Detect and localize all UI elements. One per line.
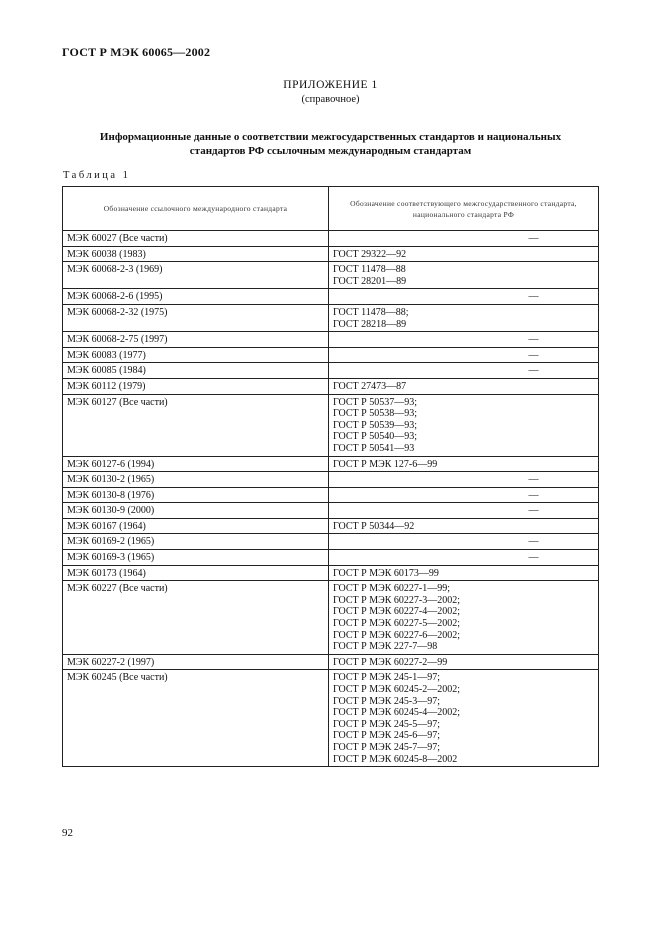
- no-equivalent-dash: —: [528, 365, 539, 377]
- standard-designation: ГОСТ Р 50537—93;: [333, 396, 417, 408]
- reference-standard-cell: МЭК 60068-2-32 (1975): [63, 304, 329, 331]
- page-number: 92: [62, 827, 73, 839]
- standard-designation: ГОСТ Р 50540—93;: [333, 431, 417, 443]
- standard-designation: ГОСТ Р 50541—93: [333, 442, 415, 454]
- table-header-row: [63, 187, 599, 231]
- table-row: [63, 304, 599, 331]
- standard-designation: ГОСТ Р МЭК 245-5—97;: [333, 718, 440, 730]
- corresponding-standard-cell: [329, 378, 599, 394]
- table-row: [63, 332, 599, 348]
- info-title-line-2: стандартов РФ ссылочным международным стандартам: [189, 144, 472, 157]
- corresponding-standard-cell: [329, 262, 599, 289]
- reference-standard-cell: МЭК 60083 (1977): [63, 347, 329, 363]
- table-row: [63, 347, 599, 363]
- standard-designation: ГОСТ Р МЭК 60227-1—99;: [333, 583, 450, 595]
- standard-designation: ГОСТ Р МЭК 60227-2—99: [333, 656, 448, 668]
- corresponding-standard-cell: [329, 487, 599, 503]
- no-equivalent-dash: —: [528, 474, 539, 486]
- no-equivalent-dash: —: [528, 334, 539, 346]
- standard-designation: ГОСТ 28201—89: [333, 275, 407, 287]
- no-equivalent-dash: —: [528, 536, 539, 548]
- reference-standard-cell: МЭК 60245 (Все части): [63, 670, 329, 767]
- reference-standard-cell: МЭК 60127 (Все части): [63, 394, 329, 456]
- document-header: ГОСТ Р МЭК 60065—2002: [62, 45, 211, 59]
- reference-standard-cell: МЭК 60027 (Все части): [63, 231, 329, 247]
- no-equivalent-dash: —: [528, 291, 539, 303]
- table-row: [63, 289, 599, 305]
- reference-standard-cell: МЭК 60130-9 (2000): [63, 503, 329, 519]
- standard-designation: ГОСТ 29322—92: [333, 248, 407, 260]
- reference-standard-cell: МЭК 60130-8 (1976): [63, 487, 329, 503]
- standard-designation: ГОСТ 11478—88: [333, 264, 406, 276]
- reference-standard-cell: МЭК 60227 (Все части): [63, 581, 329, 655]
- table-row: [63, 565, 599, 581]
- standard-designation: ГОСТ 28218—89: [333, 318, 407, 330]
- reference-standard-cell: МЭК 60112 (1979): [63, 378, 329, 394]
- corresponding-standard-cell: [329, 654, 599, 670]
- table-row: [63, 394, 599, 456]
- no-equivalent-dash: —: [528, 489, 539, 501]
- standard-designation: ГОСТ Р МЭК 127-6—99: [333, 458, 438, 470]
- standard-designation: ГОСТ Р МЭК 60245-2—2002;: [333, 684, 460, 695]
- table-row: [63, 670, 599, 767]
- corresponding-standard-cell: [329, 304, 599, 331]
- standard-designation: ГОСТ Р МЭК 60173—99: [333, 567, 439, 579]
- standard-designation: ГОСТ Р МЭК 60227-5—2002;: [333, 618, 460, 630]
- no-equivalent-dash: —: [528, 233, 539, 244]
- standard-designation: ГОСТ Р МЭК 245-7—97;: [333, 741, 440, 753]
- corresponding-standard-cell: [329, 231, 599, 247]
- standard-designation: ГОСТ 27473—87: [333, 380, 407, 392]
- table-row: [63, 487, 599, 503]
- corresponding-standard-cell: [329, 289, 599, 305]
- corresponding-standard-cell: [329, 550, 599, 566]
- reference-standard-cell: МЭК 60068-2-75 (1997): [63, 332, 329, 348]
- table-row: [63, 246, 599, 262]
- header-reference-standard: Обозначение ссылочного международного стандарта: [63, 187, 329, 231]
- table-row: [63, 231, 599, 247]
- reference-standard-cell: МЭК 60167 (1964): [63, 518, 329, 534]
- table-row: [63, 518, 599, 534]
- standard-designation: ГОСТ Р 50538—93;: [333, 408, 417, 420]
- standard-designation: ГОСТ Р МЭК 60227-6—2002;: [333, 629, 460, 641]
- reference-standard-cell: МЭК 60173 (1964): [63, 565, 329, 581]
- standard-designation: ГОСТ Р МЭК 227-7—98: [333, 641, 438, 653]
- corresponding-standard-cell: [329, 503, 599, 519]
- table-row: [63, 654, 599, 670]
- table-row: [63, 534, 599, 550]
- standard-designation: ГОСТ Р МЭК 60227-3—2002;: [333, 594, 460, 606]
- corresponding-standard-cell: [329, 332, 599, 348]
- info-title-line-1: Информационные данные о соответствии межгосударственных стандартов и национальных: [99, 131, 562, 143]
- standard-designation: ГОСТ Р 50539—93;: [333, 419, 417, 431]
- reference-standard-cell: МЭК 60038 (1983): [63, 246, 329, 262]
- standard-designation: ГОСТ 11478—88;: [333, 306, 409, 318]
- header-corresponding-standard: Обозначение соответствующего межгосударственного стандарта, национального стандарта РФ: [329, 187, 599, 231]
- reference-standard-cell: МЭК 60085 (1984): [63, 363, 329, 379]
- corresponding-standard-cell: [329, 246, 599, 262]
- standard-designation: ГОСТ Р МЭК 60227-4—2002;: [333, 606, 460, 618]
- appendix-title: ПРИЛОЖЕНИЕ 1: [283, 79, 378, 91]
- standard-designation: ГОСТ Р МЭК 60245-4—2002;: [333, 707, 460, 719]
- reference-standard-cell: МЭК 60127-6 (1994): [63, 456, 329, 472]
- table-row: [63, 550, 599, 566]
- reference-standard-cell: МЭК 60068-2-6 (1995): [63, 289, 329, 305]
- table-row: [63, 503, 599, 519]
- corresponding-standard-cell: [329, 670, 599, 767]
- table-row: [63, 581, 599, 655]
- reference-standard-cell: МЭК 60130-2 (1965): [63, 472, 329, 488]
- table-label: Таблица 1: [63, 170, 131, 181]
- corresponding-standard-cell: [329, 472, 599, 488]
- table-row: [63, 262, 599, 289]
- reference-standard-cell: МЭК 60169-2 (1965): [63, 534, 329, 550]
- standard-designation: ГОСТ Р 50344—92: [333, 520, 415, 532]
- no-equivalent-dash: —: [528, 505, 539, 517]
- corresponding-standard-cell: [329, 518, 599, 534]
- table-row: [63, 363, 599, 379]
- table-row: [63, 456, 599, 472]
- standard-designation: ГОСТ Р МЭК 245-3—97;: [333, 695, 440, 707]
- corresponding-standard-cell: [329, 456, 599, 472]
- reference-standard-cell: МЭК 60227-2 (1997): [63, 654, 329, 670]
- corresponding-standard-cell: [329, 347, 599, 363]
- no-equivalent-dash: —: [528, 349, 539, 361]
- standard-designation: ГОСТ Р МЭК 245-1—97;: [333, 672, 440, 684]
- corresponding-standard-cell: [329, 394, 599, 456]
- appendix-subtitle: (справочное): [301, 94, 360, 105]
- corresponding-standard-cell: [329, 363, 599, 379]
- corresponding-standard-cell: [329, 565, 599, 581]
- reference-standard-cell: МЭК 60068-2-3 (1969): [63, 262, 329, 289]
- corresponding-standard-cell: [329, 581, 599, 655]
- corresponding-standard-cell: [329, 534, 599, 550]
- table-row: [63, 378, 599, 394]
- standards-table: [62, 186, 599, 767]
- reference-standard-cell: МЭК 60169-3 (1965): [63, 550, 329, 566]
- table-row: [63, 472, 599, 488]
- table-body: [63, 231, 599, 767]
- info-title: [70, 131, 591, 158]
- standard-designation: ГОСТ Р МЭК 60245-8—2002: [333, 753, 458, 765]
- no-equivalent-dash: —: [528, 552, 539, 564]
- standard-designation: ГОСТ Р МЭК 245-6—97;: [333, 730, 440, 742]
